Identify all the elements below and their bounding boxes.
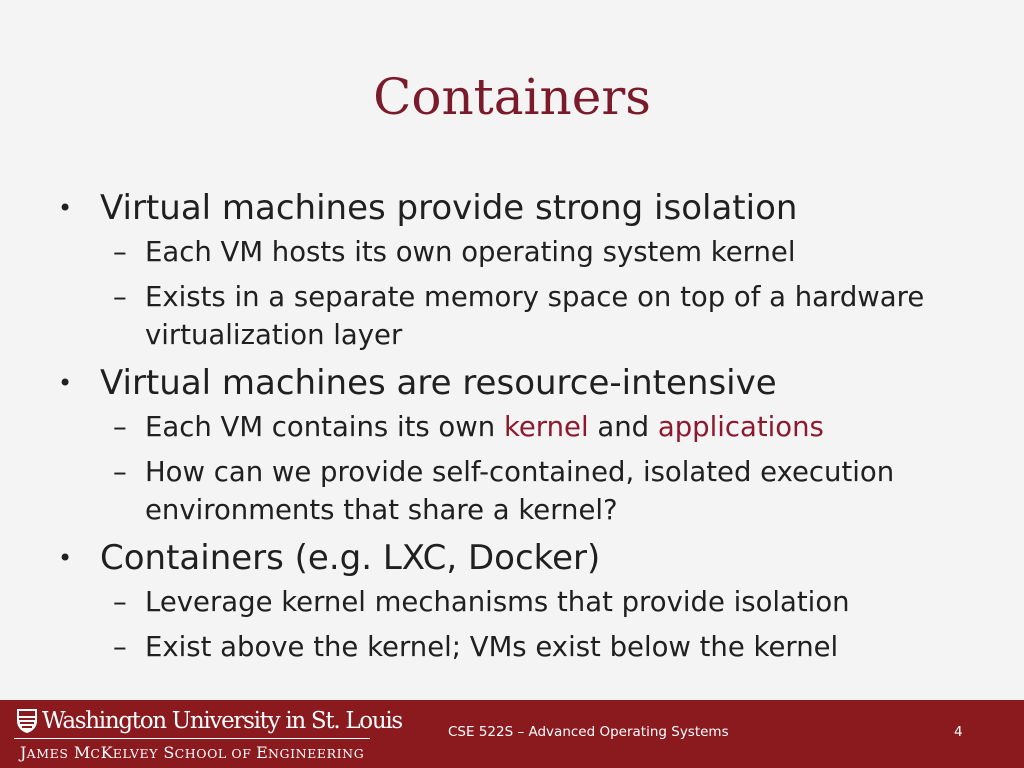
sub-bullet-text-prefix: Each VM contains its own <box>145 411 504 443</box>
dash-glyph: – <box>113 631 127 663</box>
sub-bullet-text: Leverage kernel mechanisms that provide isolation <box>145 586 850 618</box>
logo-divider <box>14 738 370 739</box>
slide-title: Containers <box>373 68 651 126</box>
bullet-text: Virtual machines provide strong isolation <box>100 188 798 228</box>
sub-bullet-text-mid: and <box>588 411 658 443</box>
sub-bullet-item <box>58 408 998 446</box>
bullet-item <box>58 361 998 405</box>
dash-glyph: – <box>113 281 127 313</box>
dash-glyph: – <box>113 411 127 443</box>
sub-bullet-item <box>58 628 998 666</box>
bullet-glyph: • <box>58 544 73 572</box>
highlight-kernel: kernel <box>503 411 589 443</box>
bullet-text: Virtual machines are resource-intensive <box>100 363 777 403</box>
course-name: CSE 522S – Advanced Operating Systems <box>448 724 729 740</box>
sub-bullet-item <box>58 278 998 354</box>
sub-bullet-item <box>58 233 998 271</box>
dash-glyph: – <box>113 586 127 618</box>
school-name: JAMES MCKELVEY SCHOOL OF ENGINEERING <box>20 743 365 762</box>
sub-bullet-item <box>58 453 998 529</box>
bullet-glyph: • <box>58 369 73 397</box>
bullet-text: Containers (e.g. LXC, Docker) <box>100 538 601 578</box>
dash-glyph: – <box>113 456 127 488</box>
bullet-item <box>58 536 998 580</box>
dash-glyph: – <box>113 236 127 268</box>
shield-icon <box>16 708 38 734</box>
sub-bullet-text: Each VM hosts its own operating system kernel <box>145 236 796 268</box>
page-number: 4 <box>954 724 963 740</box>
footer-bar <box>0 700 1024 768</box>
sub-bullet-text: Exists in a separate memory space on top of a hardware virtualization layer <box>145 281 925 351</box>
sub-bullet-item <box>58 583 998 621</box>
slide-content <box>58 186 998 673</box>
bullet-item <box>58 186 998 230</box>
highlight-applications: applications <box>657 411 824 443</box>
bullet-glyph: • <box>58 194 73 222</box>
sub-bullet-text: How can we provide self-contained, isolated execution environments that share a kernel? <box>145 456 895 526</box>
sub-bullet-text: Exist above the kernel; VMs exist below the kernel <box>145 631 839 663</box>
university-logo <box>14 705 402 765</box>
university-name: Washington University in St. Louis <box>42 708 402 734</box>
